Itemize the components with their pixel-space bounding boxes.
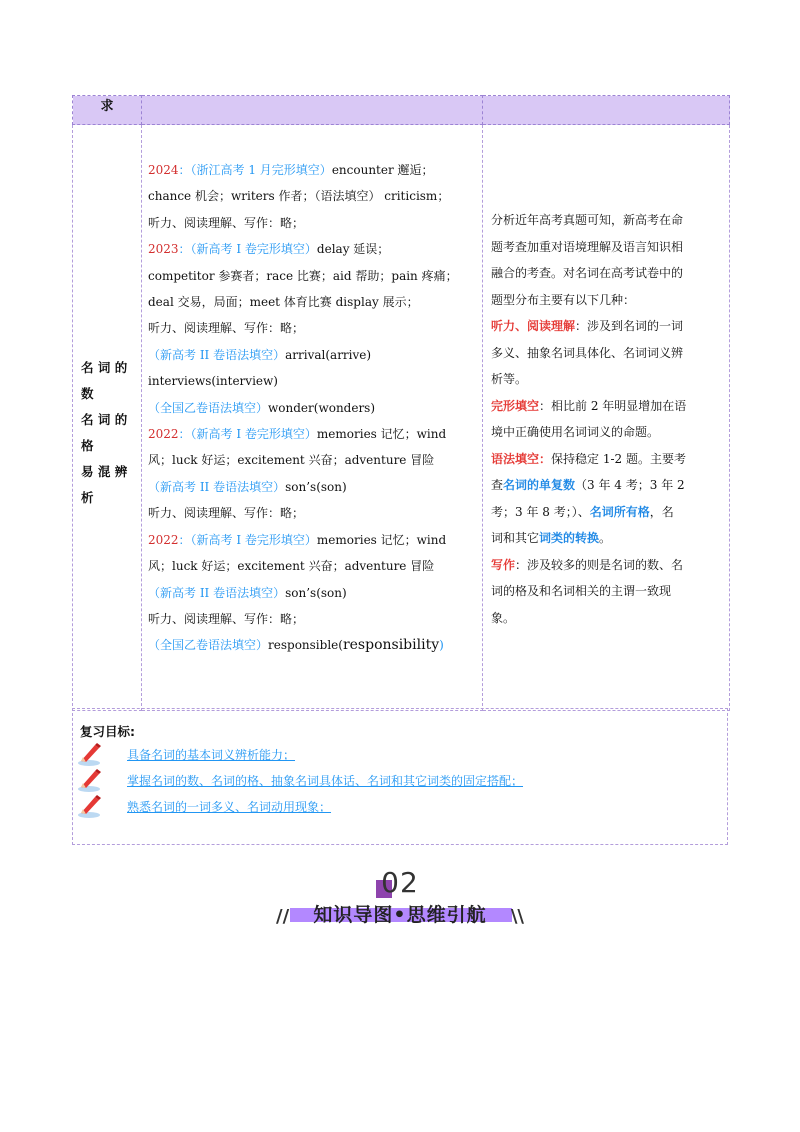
analysis-line: [491, 499, 721, 526]
text-run: 多义、抽象名词具体化、名词词义辨: [491, 345, 684, 360]
exam-line: [148, 447, 476, 473]
text-run: 词和其它: [491, 531, 540, 545]
analysis-line: [491, 260, 721, 287]
table-header-row: [73, 96, 730, 125]
text-run: 象。: [491, 610, 516, 625]
text-run: 听力、阅读理解、写作：略；: [148, 321, 305, 336]
row-label-cell: [73, 125, 142, 711]
exam-line: [148, 500, 476, 526]
analysis-line: [491, 472, 721, 499]
text-run: （全国乙卷语法填空）: [148, 400, 269, 415]
left-slash-icon: //: [276, 906, 290, 927]
text-run: 风；luck 好运；excitement 兴奋；adventure 冒险: [148, 453, 435, 468]
text-run: 境中正确使用名词词义的命题。: [491, 425, 660, 439]
exam-line: [148, 315, 476, 341]
text-run: 考；3 年 8 考；）、: [491, 504, 590, 519]
exam-cell: [142, 125, 483, 711]
exam-lines: [142, 125, 482, 659]
analysis-line: [491, 552, 721, 579]
exam-line: [148, 157, 476, 183]
text-run: 名词的单复数: [503, 478, 576, 492]
goal-text: 掌握名词的数、名词的格、抽象名词具体话、名词和其它词类的固定搭配；: [127, 774, 524, 788]
text-run: encounter 邂逅；: [331, 163, 434, 177]
exam-line: [148, 580, 476, 606]
text-run: 题考查加重对语境理解及语言知识相: [491, 239, 684, 254]
analysis-line: [491, 393, 721, 420]
text-run: （新高考 II 卷语法填空）: [148, 347, 286, 362]
goal-item: [77, 742, 717, 768]
exam-line: [148, 395, 476, 421]
row-label-line: 格: [81, 438, 94, 453]
analysis-line: [491, 446, 721, 473]
exam-line: [148, 553, 476, 579]
text-run: deal 交易，局面；meet 体育比赛 display 展示；: [148, 295, 419, 310]
text-run: responsibility: [342, 637, 440, 654]
text-run: son’s(son): [285, 479, 347, 494]
pen-icon: [77, 794, 105, 820]
text-run: 风；luck 好运；excitement 兴奋；adventure 冒险: [148, 559, 435, 574]
text-run: 听力、阅读理解: [491, 319, 576, 333]
analysis-cell: [483, 125, 730, 711]
text-run: interviews(interview): [148, 374, 278, 389]
header-cell-3: [483, 96, 730, 125]
analysis-line: [491, 419, 721, 446]
knowledge-table: [72, 95, 730, 711]
text-run: 保持稳定 1-2 题。主要考: [551, 451, 686, 466]
row-label-line: 易 混 辨: [81, 464, 128, 479]
exam-line: [148, 527, 476, 553]
text-run: 语法填空：: [491, 451, 552, 466]
exam-line: [148, 289, 476, 315]
row-label: [73, 125, 141, 511]
text-run: 2022: [148, 532, 179, 547]
exam-line: [148, 474, 476, 500]
exam-line: [148, 421, 476, 447]
review-goals-box: [72, 708, 728, 845]
text-run: 融合的考查。对名词在高考试卷中的: [491, 266, 684, 280]
goal-text: 熟悉名词的一词多义、名词动用现象；: [127, 800, 332, 814]
analysis-line: [491, 605, 721, 632]
section-number: 02: [381, 866, 419, 899]
text-run: ，名: [649, 504, 674, 519]
analysis-line: [491, 207, 721, 234]
text-run: 完形填空: [491, 398, 540, 413]
text-run: 写作: [491, 557, 516, 572]
row-label-line: 析: [81, 490, 94, 505]
header-cell-2: [142, 96, 483, 125]
text-run: ：（浙江高考 1 月完形填空）: [178, 163, 332, 177]
exam-line: [148, 183, 476, 209]
text-run: 题型分布主要有以下几种：: [491, 292, 636, 307]
text-run: （全国乙卷语法填空）: [148, 638, 269, 653]
text-run: 析等。: [491, 372, 528, 386]
text-run: 2024: [148, 163, 179, 177]
goal-item: [77, 794, 717, 820]
exam-line: [148, 606, 476, 632]
exam-line: [148, 210, 476, 236]
text-run: competitor 参赛者；race 比赛；aid 帮助；pain 疼痛；: [148, 268, 458, 283]
text-run: 2022: [148, 427, 179, 442]
text-run: 词类的转换: [539, 531, 600, 545]
text-run: 听力、阅读理解、写作：略；: [148, 611, 305, 626]
text-run: ：（新高考 I 卷完形填空）: [178, 242, 317, 257]
text-run: delay 延误；: [316, 242, 390, 257]
analysis-line: [491, 525, 721, 552]
row-label-line: 数: [81, 386, 94, 401]
text-run: memories 记忆；wind: [316, 532, 447, 547]
text-run: 听力、阅读理解、写作：略；: [148, 506, 305, 521]
text-run: 名词所有格: [589, 504, 650, 519]
text-run: ：（新高考 I 卷完形填空）: [178, 532, 317, 547]
right-slash-icon: \\: [510, 906, 524, 927]
exam-line: [148, 632, 476, 658]
text-run: wonder(wonders): [268, 400, 376, 415]
text-run: ：相比前 2 年明显增加在语: [539, 398, 687, 413]
analysis-line: [491, 578, 721, 605]
pen-icon: [77, 742, 105, 768]
table-content-row: [73, 125, 730, 711]
row-label-line: 名 词 的: [81, 360, 128, 375]
row-label-line: 名 词 的: [81, 412, 128, 427]
analysis-line: [491, 234, 721, 261]
text-run: memories 记忆；wind: [316, 427, 447, 442]
analysis-line: [491, 287, 721, 314]
text-run: responsible(: [268, 638, 343, 653]
analysis-lines: [483, 125, 729, 631]
text-run: arrival(arrive): [285, 347, 372, 362]
text-run: ): [439, 638, 444, 653]
text-run: 查: [491, 478, 504, 492]
pen-icon: [77, 768, 105, 794]
analysis-line: [491, 313, 721, 340]
exam-line: [148, 342, 476, 368]
analysis-line: [491, 340, 721, 367]
text-run: 词的格及和名词相关的主谓一致现: [491, 584, 672, 598]
text-run: （新高考 II 卷语法填空）: [148, 585, 286, 600]
analysis-line: [491, 366, 721, 393]
text-run: 听力、阅读理解、写作：略；: [148, 215, 305, 230]
section-heading: [270, 866, 530, 936]
text-run: chance 机会；writers 作者；（语法填空） criticism；: [148, 189, 450, 204]
goal-item: [77, 768, 717, 794]
text-run: ：涉及较多的则是名词的数、名: [515, 557, 684, 572]
header-label: 求: [73, 96, 142, 125]
text-run: （3 年 4 考；3 年 2: [575, 478, 685, 492]
text-run: （新高考 II 卷语法填空）: [148, 479, 286, 494]
review-goals-title: 复习目标:: [80, 724, 135, 739]
exam-line: [148, 263, 476, 289]
text-run: son’s(son): [285, 585, 347, 600]
text-run: 分析近年高考真题可知，新高考在命: [491, 213, 684, 227]
goal-text: 具备名词的基本词义辨析能力；: [127, 748, 296, 762]
text-run: ：（新高考 I 卷完形填空）: [178, 427, 317, 442]
text-run: ：涉及到名词的一词: [575, 319, 684, 333]
exam-line: [148, 368, 476, 394]
text-run: 2023: [148, 242, 179, 257]
section-title: 知识导图•思维引航: [313, 904, 487, 926]
exam-line: [148, 236, 476, 262]
text-run: 。: [599, 531, 612, 545]
